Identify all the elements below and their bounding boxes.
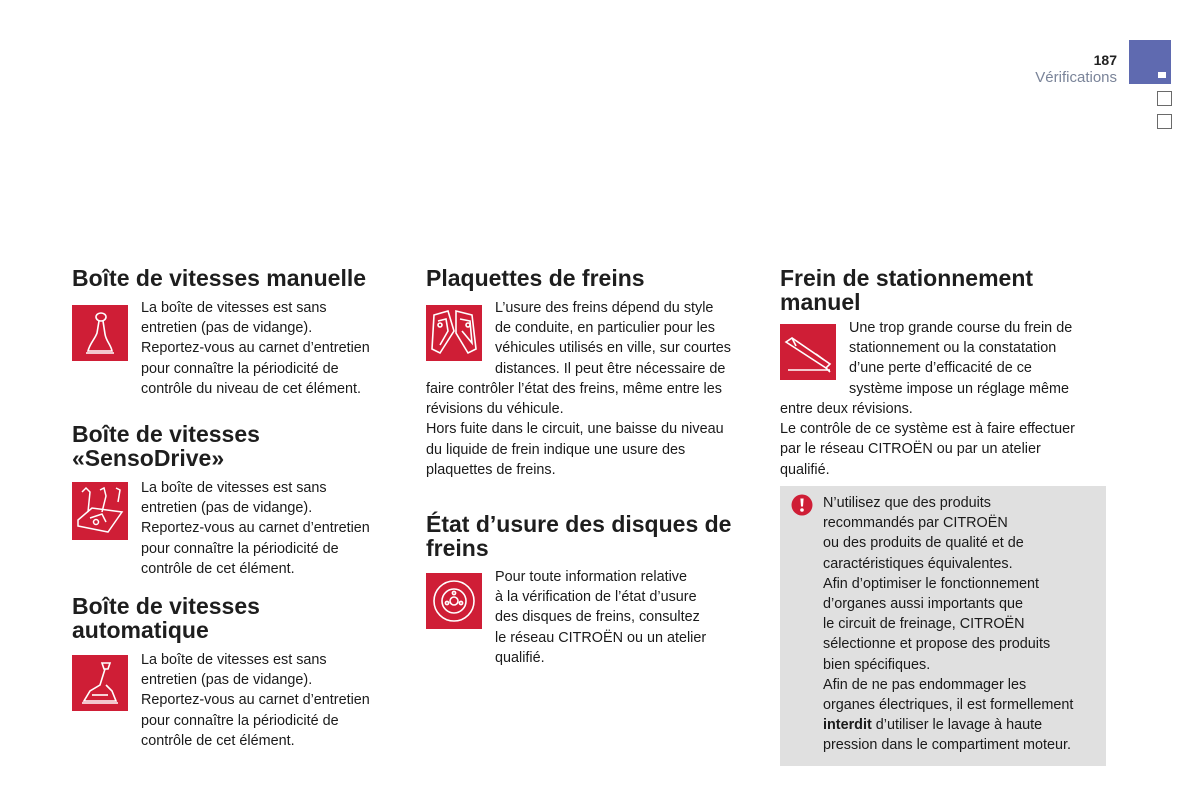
- warning-text: [823, 493, 1105, 756]
- manual-gearbox-title: Boîte de vitesses manuelle: [72, 265, 367, 291]
- text-line: d’une perte d’efficacité de ce: [849, 360, 1032, 377]
- tab-marker-icon: [1158, 72, 1166, 78]
- text-line: distances. Il peut être nécessaire de: [495, 360, 726, 377]
- text-line: du liquide de frein indique une usure des: [426, 441, 686, 458]
- text-line: L’usure des freins dépend du style: [495, 300, 714, 316]
- text-line: Pour toute information relative: [495, 569, 687, 585]
- text-line: N’utilisez que des produits: [823, 495, 991, 511]
- text-line: plaquettes de freins.: [426, 461, 556, 478]
- section-title: Vérifications: [1035, 69, 1117, 86]
- text-line: système impose un réglage même: [849, 380, 1069, 397]
- text-line: à la vérification de l’état d’usure: [495, 589, 697, 606]
- text-line: Reportez-vous au carnet d’entretien: [141, 520, 370, 537]
- text-line: contrôle du niveau de cet élément.: [141, 380, 361, 397]
- title-line: Boîte de vitesses: [72, 421, 260, 447]
- automatic-lever-icon: [72, 655, 128, 711]
- text-line: contrôle de cet élément.: [141, 560, 295, 577]
- brake-pads-text-continued: [426, 379, 756, 480]
- text-line: qualifié.: [495, 649, 545, 666]
- manual-gearbox-text: [141, 298, 401, 399]
- section-box-icon: [1157, 114, 1172, 129]
- brake-discs-title: [426, 512, 731, 560]
- text-line: organes électriques, il est formellement: [823, 697, 1074, 714]
- page-number: 187: [1093, 52, 1117, 68]
- text-line: Une trop grande course du frein de: [849, 320, 1073, 336]
- text-line: pour connaître la périodicité de: [141, 360, 339, 377]
- sensodrive-title: [72, 422, 260, 470]
- text-line: par le réseau CITROËN ou par un atelier: [780, 441, 1041, 458]
- parking-brake-title: [780, 266, 1033, 314]
- text-line: La boîte de vitesses est sans: [141, 480, 327, 496]
- text-line: le réseau CITROËN ou un atelier: [495, 629, 707, 646]
- text-line: faire contrôler l’état des freins, même entre les: [426, 381, 722, 397]
- text-line: révisions du véhicule.: [426, 401, 564, 418]
- sensodrive-text: [141, 478, 401, 579]
- text-fragment: d’utiliser le lavage à haute: [871, 717, 1043, 734]
- text-line: entretien (pas de vidange).: [141, 672, 313, 689]
- text-line: pour connaître la périodicité de: [141, 712, 339, 729]
- text-line: caractéristiques équivalentes.: [823, 555, 1013, 572]
- text-line: Reportez-vous au carnet d’entretien: [141, 692, 370, 709]
- brake-pads-title: Plaquettes de freins: [426, 265, 645, 291]
- text-line: entretien (pas de vidange).: [141, 320, 313, 337]
- text-line: Le contrôle de ce système est à faire effectuer: [780, 421, 1075, 438]
- text-line: Reportez-vous au carnet d’entretien: [141, 340, 370, 357]
- text-line: stationnement ou la constatation: [849, 340, 1057, 357]
- text-line: le circuit de freinage, CITROËN: [823, 616, 1025, 633]
- gear-lever-icon: [72, 305, 128, 361]
- text-line: véhicules utilisés en ville, sur courtes: [495, 340, 731, 357]
- sensodrive-lever-icon: [72, 482, 128, 540]
- brake-pads-text: [495, 298, 755, 379]
- text-line: ou des produits de qualité et de: [823, 535, 1024, 552]
- text-line: Hors fuite dans le circuit, une baisse du niveau: [426, 421, 724, 438]
- parking-brake-icon: [780, 324, 836, 380]
- text-line: d’organes aussi importants que: [823, 596, 1023, 613]
- warning-icon: [791, 494, 813, 516]
- text-line: [823, 715, 1105, 735]
- text-line: contrôle de cet élément.: [141, 732, 295, 749]
- text-line: entre deux révisions.: [780, 401, 913, 417]
- text-line: de conduite, en particulier pour les: [495, 320, 715, 337]
- title-line: État d’usure des disques de: [426, 511, 732, 537]
- brake-discs-text: [495, 567, 755, 668]
- text-line: La boîte de vitesses est sans: [141, 652, 327, 668]
- text-line: bien spécifiques.: [823, 656, 931, 673]
- title-line: freins: [426, 535, 489, 561]
- text-line: des disques de freins, consultez: [495, 609, 700, 626]
- text-line: recommandés par CITROËN: [823, 515, 1008, 532]
- text-line: pour connaître la périodicité de: [141, 540, 339, 557]
- title-line: «SensoDrive»: [72, 445, 225, 471]
- parking-brake-text-continued: [780, 399, 1110, 480]
- automatic-gearbox-title: [72, 594, 260, 642]
- brake-disc-icon: [426, 573, 482, 629]
- automatic-gearbox-text: [141, 650, 401, 751]
- title-line: automatique: [72, 617, 209, 643]
- title-line: Frein de stationnement: [780, 265, 1034, 291]
- title-line: Boîte de vitesses: [72, 593, 260, 619]
- bold-word: interdit: [823, 717, 872, 734]
- section-box-icon: [1157, 91, 1172, 106]
- text-line: La boîte de vitesses est sans: [141, 300, 327, 316]
- text-line: pression dans le compartiment moteur.: [823, 737, 1071, 754]
- brake-pads-icon: [426, 305, 482, 361]
- title-line: manuel: [780, 289, 861, 315]
- parking-brake-text: [849, 318, 1109, 399]
- text-line: Afin de ne pas endommager les: [823, 676, 1027, 693]
- text-line: Afin d’optimiser le fonctionnement: [823, 575, 1039, 592]
- text-line: entretien (pas de vidange).: [141, 500, 313, 517]
- text-line: sélectionne et propose des produits: [823, 636, 1051, 653]
- text-line: qualifié.: [780, 461, 830, 478]
